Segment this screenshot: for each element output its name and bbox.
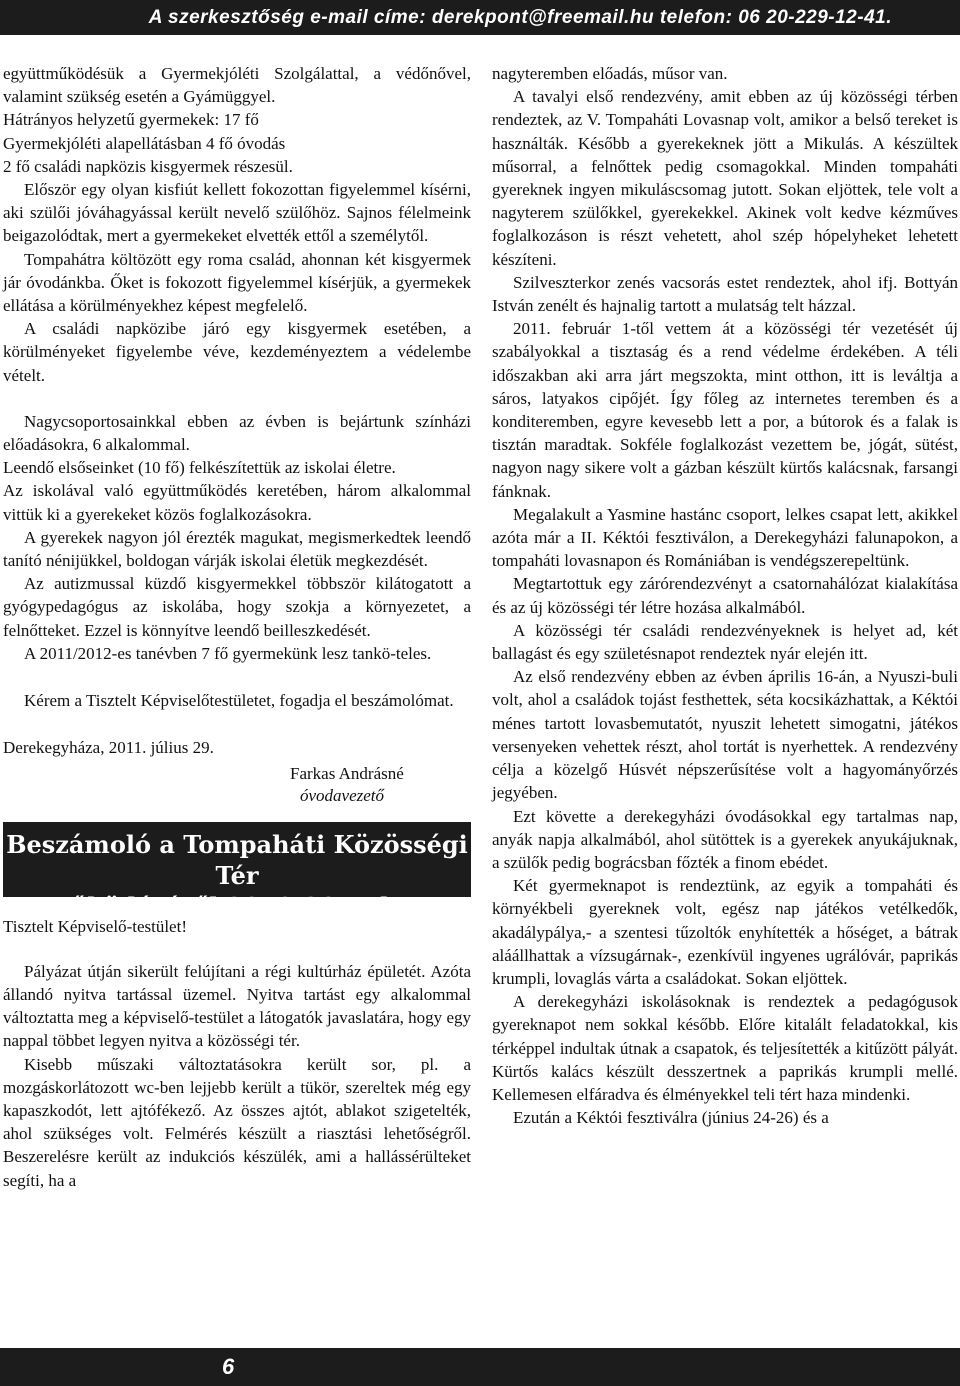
paragraph: Ezután a Kéktói fesztiválra (június 24-26) és a — [513, 1108, 829, 1128]
left-column — [3, 62, 471, 1192]
paragraph: A közösségi tér családi rendezvényeknek is helyet ad, két ballagást és egy születésnapot rendeztek nyár elején itt. — [492, 620, 958, 664]
paragraph: Az első rendezvény ebben az évben április 16-án, a Nyuszi-buli volt, ahol a családok tojást festhettek, séta kocsikázhattak, a Kéktói ménes tartott lovasbemutatót, nyuszit lehetett simogatni, játékos versenyeken vehettek részt, ahol tortát is nyerhettek. A rendezvény célja a közelgő Húsvét népszerűsítése volt a hagyományőrzés jegyében. — [492, 667, 958, 803]
paragraph: Az autizmussal küzdő kisgyermekkel többször kilátogatott a gyógypedagógus az iskolába, hogy szokja a környezetet, a felnőtteket. Ezzel is könnyítve leendő beilleszkedését. — [3, 574, 471, 640]
section-title-line1: Beszámoló a Tompaháti Közösségi Tér — [6, 830, 468, 891]
paragraph: Leendő elsőseinket (10 fő) felkészítettük az iskolai életre. — [3, 458, 396, 478]
page-number: 6 — [222, 1354, 235, 1379]
paragraph: Nagycsoportosainkkal ebben az évben is bejártunk színházi előadásokra, 6 alkalommal. — [3, 411, 471, 455]
paragraph: Ezt követte a derekegyházi óvodásokkal egy tartalmas nap, anyák napja alkalmából, ahol sütöttek is a gyerekek anyukájuknak, a szülők pedig bográcsban főzték a finom ebédet. — [492, 806, 958, 872]
section-title-box — [3, 822, 471, 922]
paragraph: együttműködésük a Gyermekjóléti Szolgálattal, a védőnővel, valamint szükség esetén a Gyámüggyel. — [3, 64, 471, 107]
section-title-line2: működéséről 2010-2011-ben — [44, 892, 430, 922]
paragraph: Először egy olyan kisfiút kellett fokozottan figyelemmel kísérni, aki szülői jóváhagyással került nevelő szülőhöz. Sajnos félelmeink beigazolódtak, mert a gyermekeket elvették ettől a személytől. — [3, 180, 471, 246]
paragraph: Pályázat útján sikerült felújítani a régi kultúrház épületét. Azóta állandó nyitva tartással üzemel. Nyitva tartást egy alkalommal változtatta meg a képviselő-testület a látogatók javaslatára, hogy egy nappal többet legyen nyitva a közösségi tér. — [3, 961, 471, 1051]
paragraph: Kérem a Tisztelt Képviselőtestületet, fogadja el beszámolómat. — [24, 691, 454, 711]
paragraph: 2011. február 1-től vettem át a közösségi tér vezetését új szabályokkal a tisztaság és a rend védelme érdekében. A téli időszakban aki arra járt megszokta, mint otthon, itt is leváltja a sáros, latyakos cipőjét. Így főleg az internetes teremben és a konditeremben, egyre kevesebb lett a por, a bútorok és a falak is tisztán maradtak. Sokféle foglalkozást vezettem be, jógát, sütést, nagyon nagy sikere volt a gázban készült kürtős kalácsnak, farsangi fánknak. — [492, 319, 958, 501]
place-date: Derekegyháza, 2011. július 29. — [3, 738, 214, 758]
paragraph: Szilveszterkor zenés vacsorás estet rendeztek, ahol ifj. Bottyán István zenélt és hajnalig tartott a mulatság telt házzal. — [492, 272, 958, 316]
paragraph: 2 fő családi napközis kisgyermek részesül. — [3, 156, 293, 176]
footer-bar — [0, 1348, 960, 1386]
signature-block — [3, 763, 471, 807]
signer-name: Farkas Andrásné — [290, 764, 404, 784]
header-contact-bar — [0, 0, 960, 35]
paragraph: A gyerekek nagyon jól érezték magukat, megismerkedtek leendő tanító nénijükkel, boldogan várják iskolai életük megkezdését. — [3, 527, 471, 571]
paragraph: Az iskolával való együttműködés keretében, három alkalommal vittük ki a gyerekeket közös foglalkozásokra. — [3, 481, 471, 524]
header-contact-text: A szerkesztőség e-mail címe: derekpont@freemail.hu telefon: 06 20-229-12-41. — [148, 7, 892, 28]
signer-role: óvodavezető — [300, 786, 385, 806]
greeting: Tisztelt Képviselő-testület! — [3, 917, 187, 937]
paragraph: A tavalyi első rendezvény, amit ebben az új közösségi térben rendeztek, az V. Tompaháti Lovasnap volt, amikor a belső tereket is használták. Később a gyerekeknek jött a Mikulás. A készültek műsorral, a felnőttek pedig csomagokkal. Minden tompaháti gyereknek ingyen mikuláscsomag jutott. Sokan eljöttek, tele volt a nagyterem szülőkkel, gyerekekkel. Akinek volt kedve kézműves foglalkozáson is részt vehetett, ahol szép hópelyheket lehetett készíteni. — [492, 87, 958, 269]
paragraph: Megalakult a Yasmine hastánc csoport, lelkes csapat lett, akikkel azóta már a II. Kéktói fesztiválon, a Derekegyházi falunapokon, a tompaháti lovasnapon és Romániában is vendégszerepeltünk. — [492, 504, 958, 571]
paragraph: Megtartottuk egy zárórendezvényt a csatornahálózat kialakítása és az új közösségi tér létre hozása alkalmából. — [492, 574, 958, 617]
paragraph: nagyteremben előadás, műsor van. — [492, 64, 728, 83]
paragraph: Tompahátra költözött egy roma család, ahonnan két kisgyermek jár óvodánkba. Őket is fokozott figyelemmel kísérjük, a gyermekek ellátása a körülményekhez képest megfelelő. — [3, 249, 471, 316]
right-column — [492, 62, 958, 1129]
paragraph: A családi napközibe járó egy kisgyermek esetében, a körülményeket figyelembe véve, kezdeményeztem a védelembe vételt. — [3, 319, 471, 385]
paragraph: Gyermekjóléti alapellátásban 4 fő óvodás — [3, 133, 286, 153]
paragraph: Két gyermeknapot is rendeztünk, az egyik a tompaháti és környékbeli gyereknek volt, egész nap játékos vetélkedők, akadálypálya,- a szentesi tűzoltók enyhítették a hőséget, a bátrak aláállhattak a vízsugárnak-, ezenkívül ingyenes ugrálóvár, paprikás krumpli, lovaglás várta a családokat. Sokan eljöttek. — [492, 876, 958, 988]
paragraph: A 2011/2012-es tanévben 7 fő gyermekünk lesz tankö-teles. — [24, 643, 432, 663]
paragraph: Hátrányos helyzetű gyermekek: 17 fő — [3, 110, 259, 130]
paragraph: Kisebb műszaki változtatásokra került sor, pl. a mozgáskorlátozott wc-ben lejjebb került a tükör, szereltek még egy kapaszkodót, lett ajtófékező. Az összes ajtót, ablakot szigetelték, ahol szükséges volt. Felmérés készült a riasztási lehetőségről. Beszerelésre került az indukciós készülék, ami a hallássérülteket segíti, ha a — [3, 1054, 471, 1190]
paragraph: A derekegyházi iskolásoknak is rendeztek a pedagógusok gyereknapot nem sokkal később. Előre kitalált feladatokkal, kis térképpel indultak útnak a csapatok, és teljesítették a kitűzött pályát. Kürtős kalács készült desszertnek a paprikás krumpli mellé. Kellemesen elfáradva és élményekkel teli tért haza mindenki. — [492, 992, 958, 1104]
